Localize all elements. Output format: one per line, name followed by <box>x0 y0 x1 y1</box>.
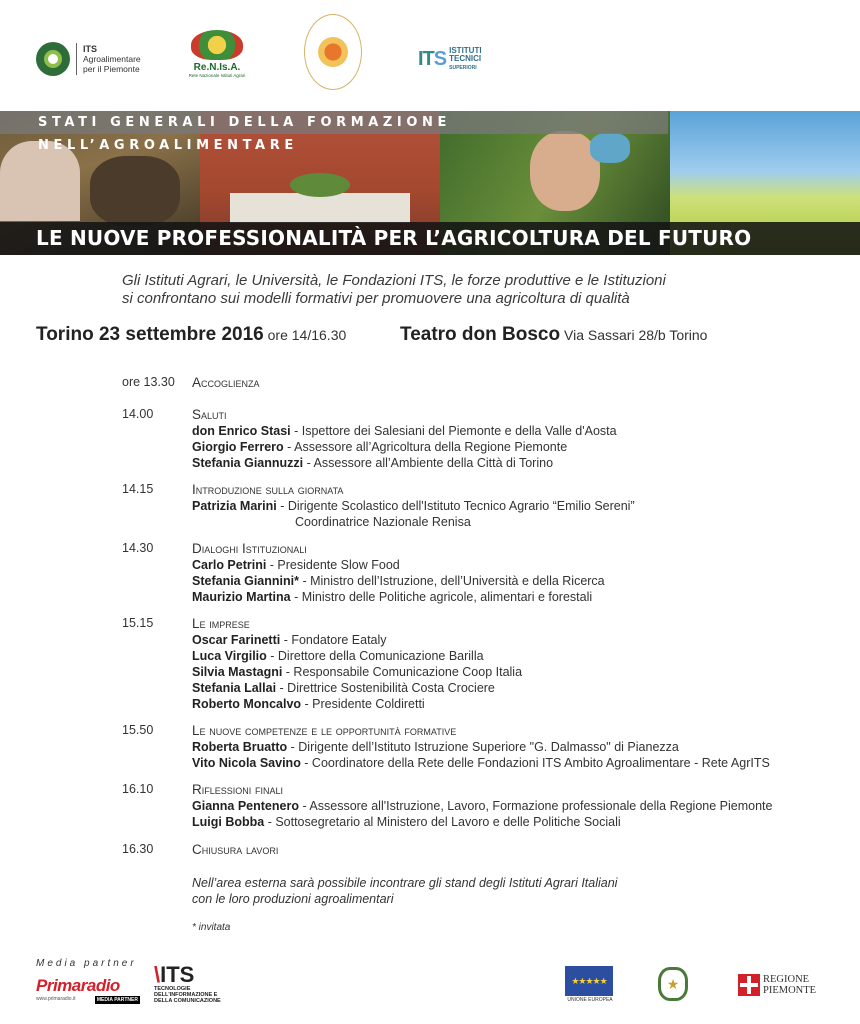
its-words-line1: ISTITUTI <box>449 45 482 55</box>
speaker-name: Oscar Farinetti <box>192 633 281 647</box>
speaker-name: Patrizia Marini <box>192 499 277 513</box>
eu-logo <box>565 966 615 1006</box>
event-date: Torino 23 settembre 2016 <box>36 324 264 345</box>
speaker-role: - Ispettore dei Salesiani del Piemonte e della Valle d'Aosta <box>290 424 617 438</box>
program-heading: Dialoghi Istituzionali <box>192 541 307 556</box>
speaker-name: Silvia Mastagni <box>192 665 283 679</box>
invitata-footnote: * invitata <box>192 922 231 933</box>
its-tech-line1: TECNOLOGIE <box>154 986 191 992</box>
speaker-line <box>192 439 832 455</box>
event-when <box>36 324 346 346</box>
program-heading: Chiusura lavori <box>192 842 279 857</box>
speaker-name: don Enrico Stasi <box>192 424 291 438</box>
speaker-name: Roberta Bruatto <box>192 740 288 754</box>
its-tech-slash: \ <box>154 962 161 987</box>
its-tech-logo <box>154 964 224 1004</box>
program-time: ore 13.30 <box>122 375 175 389</box>
speaker-name: Stefania Giannuzzi <box>192 456 304 470</box>
italian-emblem-logo <box>656 964 690 1004</box>
primaradio-name: Primaradio <box>36 976 120 995</box>
program-heading: Le nuove competenze e le opportunità formative <box>192 723 457 738</box>
piemonte-cross-icon <box>738 974 760 996</box>
speaker-role: - Ministro dell’Istruzione, dell’Università e della Ricerca <box>298 574 605 588</box>
speaker-line <box>192 755 832 771</box>
its-logo-line1: ITS <box>83 44 98 54</box>
media-partner-label: Media partner <box>36 958 137 969</box>
speaker-role: - Responsabile Comunicazione Coop Italia <box>282 665 523 679</box>
intro-text <box>122 272 762 308</box>
speaker-line <box>192 632 832 648</box>
program-time: 15.15 <box>122 616 154 630</box>
program-time: 14.30 <box>122 541 154 555</box>
intro-line1: Gli Istituti Agrari, le Università, le Fondazioni ITS, le forze produttive e le Istituzioni <box>122 272 666 289</box>
speaker-name: Gianna Pentenero <box>192 799 299 813</box>
speaker-role: - Coordinatore della Rete delle Fondazioni ITS Ambito Agroalimentare - Rete AgrITS <box>300 756 770 770</box>
banner-title: LE NUOVE PROFESSIONALITÀ PER L’AGRICOLTURA DEL FUTURO <box>0 222 860 255</box>
program-time: 16.30 <box>122 842 154 856</box>
speaker-name: Roberto Moncalvo <box>192 697 302 711</box>
speaker-role: - Dirigente Scolastico dell'Istituto Tecnico Agrario “Emilio Sereni” <box>276 499 635 513</box>
program-heading: Riflessioni finali <box>192 782 284 797</box>
its-mark-a: IT <box>418 47 434 70</box>
speaker-role: - Dirigente dell’Istituto Istruzione Superiore "G. Dalmasso" di Pianezza <box>287 740 679 754</box>
renisa-sub: Rete Nazionale Istituti Agrari <box>188 73 246 78</box>
eu-label: UNIONE EUROPEA <box>567 997 613 1003</box>
primaradio-badge: MEDIA PARTNER <box>96 997 138 1003</box>
speaker-role: - Direttore della Comunicazione Barilla <box>266 649 484 663</box>
speaker-role: - Assessore all’Agricoltura della Regione Piemonte <box>283 440 568 454</box>
speaker-line <box>192 557 832 573</box>
its-mark-b: S <box>433 47 447 70</box>
seal-flower-icon <box>318 37 348 67</box>
eu-flag-icon: ★★★★★ <box>565 966 613 996</box>
its-logo-line2: Agroalimentare <box>83 54 141 64</box>
speaker-line <box>192 423 832 439</box>
speaker-role: - Fondatore Eataly <box>280 633 387 647</box>
its-words-line3: SUPERIORI <box>449 64 477 71</box>
stand-note <box>192 875 617 907</box>
event-where <box>400 324 707 346</box>
speaker-role: - Assessore all’Ambiente della Città di Torino <box>303 456 554 470</box>
program-time: 14.00 <box>122 407 154 421</box>
its-tech-line2: DELL'INFORMAZIONE E <box>154 992 218 998</box>
piemonte-line2: PIEMONTE <box>763 985 817 996</box>
intro-line2: si confrontano sui modelli formativi per promuovere una agricoltura di qualità <box>122 290 630 307</box>
italian-star-icon: ★ <box>658 967 688 1001</box>
speaker-name: Luigi Bobba <box>192 815 265 829</box>
speaker-line <box>192 455 832 471</box>
program-heading: Introduzione sulla giornata <box>192 482 344 497</box>
program-heading: Le imprese <box>192 616 250 631</box>
primaradio-logo <box>36 976 140 1006</box>
speaker-line <box>192 739 832 755</box>
speaker-name: Maurizio Martina <box>192 590 291 604</box>
speaker-line <box>192 696 832 712</box>
renisa-name: Re.N.Is.A. <box>193 62 241 73</box>
its-words-line2: TECNICI <box>449 53 482 63</box>
its-circle-icon <box>36 42 70 76</box>
note-line1: Nell’area esterna sarà possibile incontrare gli stand degli Istituti Agrari Italiani <box>192 876 618 890</box>
renisa-logo <box>184 30 250 86</box>
speaker-name: Vito Nicola Savino <box>192 756 301 770</box>
its-tech-line3: DELLA COMUNICAZIONE <box>154 998 221 1004</box>
program-time: 14.15 <box>122 482 154 496</box>
primaradio-url: www.primaradio.it <box>36 996 76 1002</box>
event-venue: Teatro don Bosco <box>400 324 561 345</box>
speaker-line <box>192 814 832 830</box>
speaker-line <box>192 648 832 664</box>
note-line2: con le loro produzioni agroalimentari <box>192 892 394 906</box>
banner-top-label: STATI GENERALI DELLA FORMAZIONE NELL’AGROALIMENTARE <box>0 111 668 134</box>
speaker-name: Stefania Lallai <box>192 681 277 695</box>
speaker-line <box>192 664 832 680</box>
program-time: 16.10 <box>122 782 154 796</box>
piemonte-line1: REGIONE <box>763 974 810 985</box>
speaker-line <box>192 498 832 514</box>
speaker-extra: Coordinatrice Nazionale Renisa <box>295 515 471 529</box>
program-time: 15.50 <box>122 723 154 737</box>
speaker-name: Carlo Petrini <box>192 558 267 572</box>
renisa-emblem-icon <box>191 30 243 60</box>
speaker-line <box>192 680 832 696</box>
regione-piemonte-logo <box>738 970 820 1000</box>
header-banner <box>0 111 860 255</box>
speaker-line <box>192 573 832 589</box>
its-agroalimentare-logo <box>36 38 146 80</box>
speaker-role: - Ministro delle Politiche agricole, alimentari e forestali <box>290 590 593 604</box>
speaker-role: - Assessore all'Istruzione, Lavoro, Formazione professionale della Regione Piemonte <box>298 799 773 813</box>
event-address: Via Sassari 28/b Torino <box>564 327 708 343</box>
speaker-name: Luca Virgilio <box>192 649 267 663</box>
program-heading: Saluti <box>192 407 227 422</box>
speaker-role: - Sottosegretario al Ministero del Lavoro e delle Politiche Sociali <box>264 815 621 829</box>
speaker-name: Stefania Giannini* <box>192 574 299 588</box>
speaker-role: - Direttrice Sostenibilità Costa Crociere <box>276 681 495 695</box>
speaker-line <box>192 798 832 814</box>
its-tech-name: ITS <box>160 962 195 987</box>
speaker-role: - Presidente Slow Food <box>266 558 400 572</box>
event-time: ore 14/16.30 <box>267 327 347 343</box>
istituti-tecnici-superiori-logo <box>418 46 508 72</box>
program-heading: Accoglienza <box>192 375 260 390</box>
speaker-line <box>192 589 832 605</box>
speaker-name: Giorgio Ferrero <box>192 440 284 454</box>
speaker-role: - Presidente Coldiretti <box>301 697 425 711</box>
its-logo-line3: per il Piemonte <box>83 64 140 74</box>
university-seal-logo <box>304 14 362 90</box>
